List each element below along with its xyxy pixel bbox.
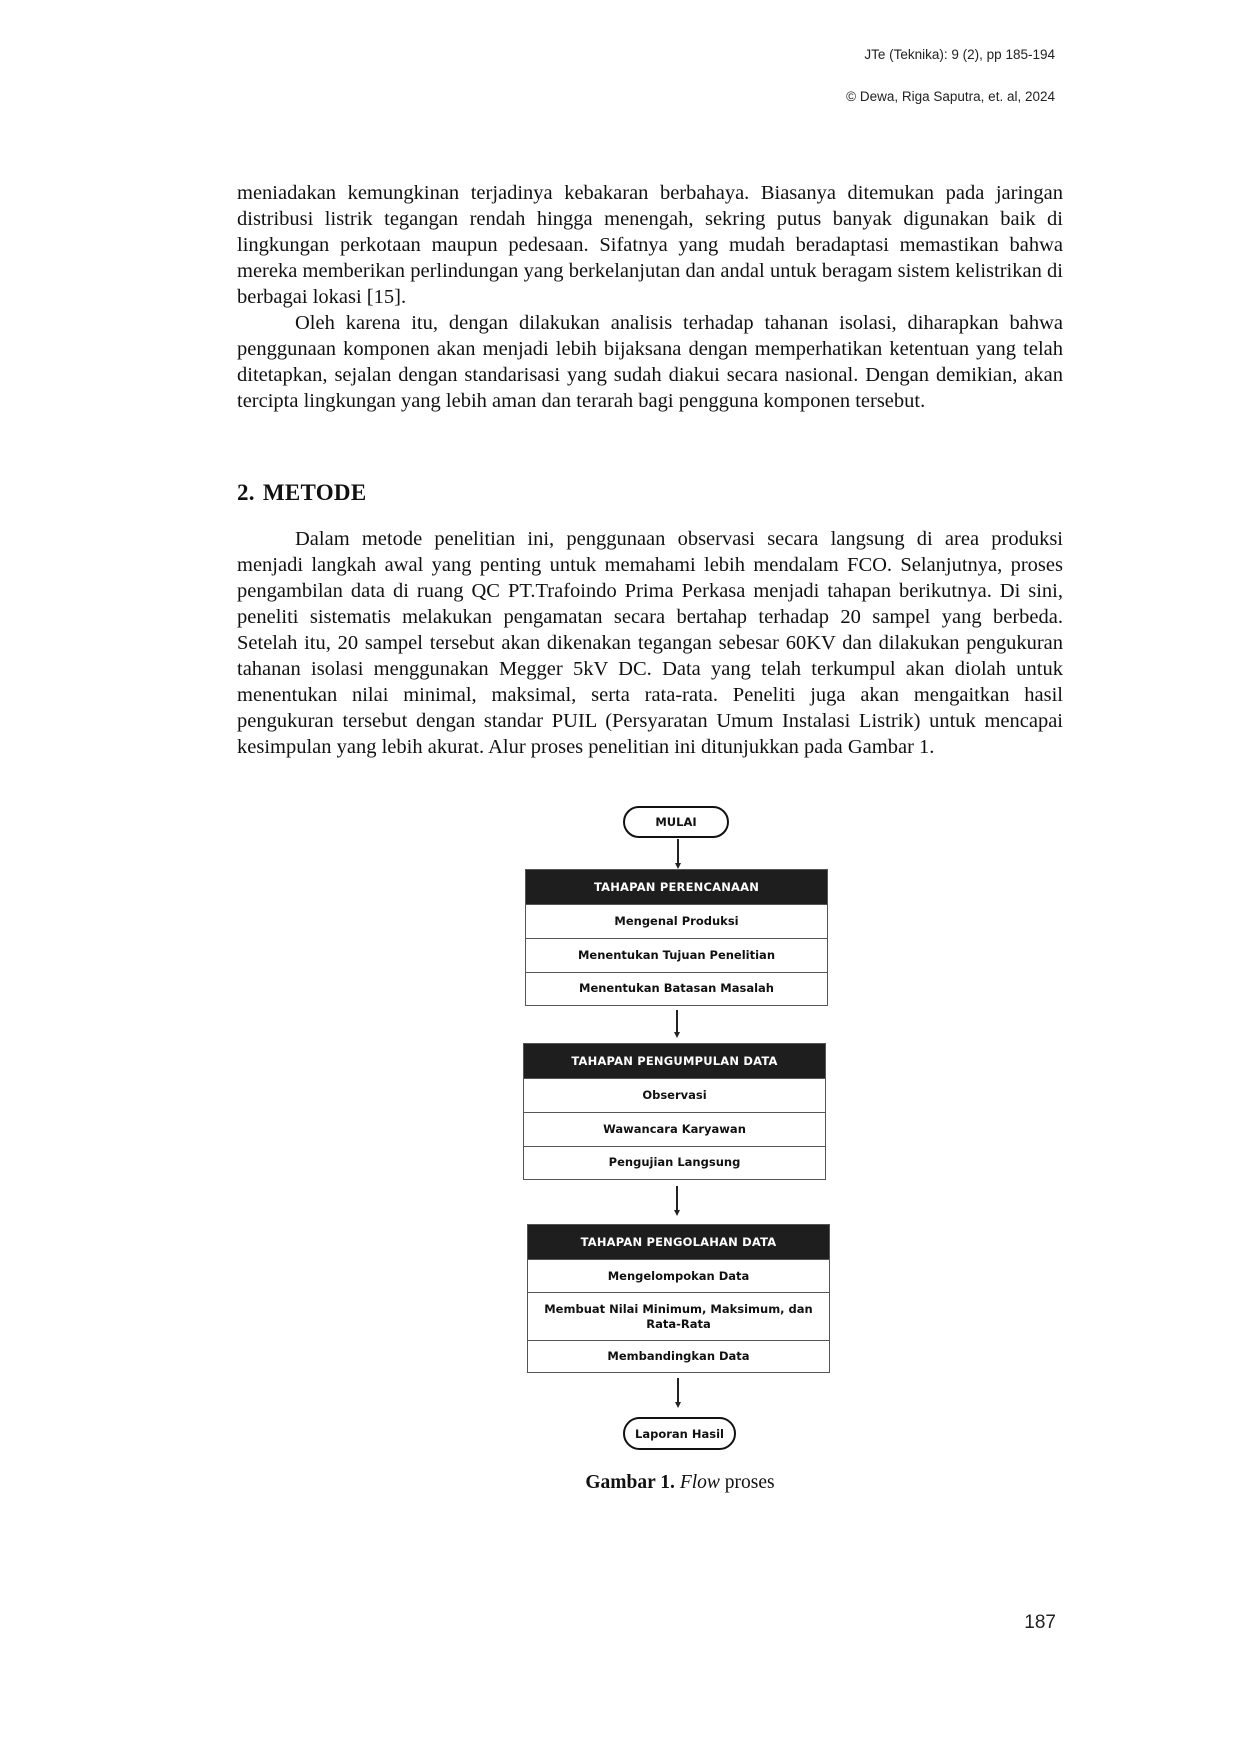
copyright-line: © Dewa, Riga Saputra, et. al, 2024 <box>846 89 1055 104</box>
flow-arrow <box>676 1186 678 1212</box>
stage-title: TAHAPAN PENGOLAHAN DATA <box>528 1225 829 1259</box>
journal-reference: JTe (Teknika): 9 (2), pp 185-194 <box>864 47 1055 62</box>
start-label: MULAI <box>655 815 697 829</box>
stage-title: TAHAPAN PERENCANAAN <box>526 870 827 904</box>
stage-item: Mengelompokan Data <box>528 1259 829 1292</box>
stage-data-collection <box>523 1043 826 1180</box>
section-title: METODE <box>262 480 367 505</box>
stage-planning <box>525 869 828 1006</box>
figure-caption <box>0 1472 1240 1494</box>
stage-title: TAHAPAN PENGUMPULAN DATA <box>524 1044 825 1078</box>
stage-item: Membuat Nilai Minimum, Maksimum, dan Rata-Rata <box>528 1292 829 1340</box>
intro-text <box>237 180 1063 414</box>
end-terminal <box>623 1417 736 1450</box>
stage-data-processing <box>527 1224 830 1373</box>
stage-item: Membandingkan Data <box>528 1340 829 1371</box>
stage-item: Menentukan Batasan Masalah <box>526 972 827 1004</box>
stage-item: Observasi <box>524 1078 825 1112</box>
arrow-head-icon <box>675 1402 681 1408</box>
end-label: Laporan Hasil <box>635 1426 724 1441</box>
arrow-head-icon <box>674 1210 680 1216</box>
paragraph: Oleh karena itu, dengan dilakukan analisis terhadap tahanan isolasi, diharapkan bahwa penggunaan komponen akan menjadi lebih bijaksana dengan memperhatikan ketentuan yang telah ditetapkan, sejalan dengan standarisasi yang sudah diakui secara nasional. Dengan demikian, akan tercipta lingkungan yang lebih aman dan terarah bagi pengguna komponen tersebut. <box>237 312 1063 412</box>
section-number: 2. <box>237 480 255 505</box>
paragraph: Dalam metode penelitian ini, penggunaan observasi secara langsung di area produksi menjadi langkah awal yang penting untuk memahami lebih mendalam FCO. Selanjutnya, proses pengambilan data di ruang QC PT.Trafoindo Prima Perkasa menjadi tahapan berikutnya. Di sini, peneliti sistematis melakukan pengamatan secara bertahap terhadap 20 sampel yang berbeda. Setelah itu, 20 sampel tersebut akan dikenakan tegangan sebesar 60KV dan dilakukan pengukuran tahanan isolasi menggunakan Megger 5kV DC. Data yang telah terkumpul akan diolah untuk menentukan nilai minimal, maksimal, serta rata-rata. Peneliti juga akan mengaitkan hasil pengukuran tersebut dengan standar PUIL (Persyaratan Umum Instalasi Listrik) untuk mencapai kesimpulan yang lebih akurat. Alur proses penelitian ini ditunjukkan pada Gambar 1. <box>237 528 1063 758</box>
page-number: 187 <box>1024 1612 1056 1633</box>
flow-arrow <box>677 1378 679 1404</box>
arrow-head-icon <box>674 1032 680 1038</box>
caption-italic: Flow <box>679 1472 720 1493</box>
stage-item: Mengenal Produksi <box>526 904 827 938</box>
start-terminal <box>623 806 729 838</box>
flow-arrow <box>677 839 679 865</box>
stage-item: Menentukan Tujuan Penelitian <box>526 938 827 972</box>
section-heading <box>237 480 366 506</box>
caption-label: Gambar 1. <box>585 1472 675 1493</box>
flow-arrow <box>676 1010 678 1034</box>
stage-item: Pengujian Langsung <box>524 1146 825 1178</box>
paragraph: meniadakan kemungkinan terjadinya kebakaran berbahaya. Biasanya ditemukan pada jaringan distribusi listrik tegangan rendah hingga menengah, sekring putus banyak digunakan baik di lingkungan perkotaan maupun pedesaan. Sifatnya yang mudah beradaptasi memastikan bahwa mereka memberikan perlindungan yang berkelanjutan dan andal untuk beragam sistem kelistrikan di berbagai lokasi [15]. <box>237 182 1063 308</box>
caption-rest: proses <box>724 1472 775 1493</box>
stage-item: Wawancara Karyawan <box>524 1112 825 1146</box>
method-text <box>237 526 1063 760</box>
